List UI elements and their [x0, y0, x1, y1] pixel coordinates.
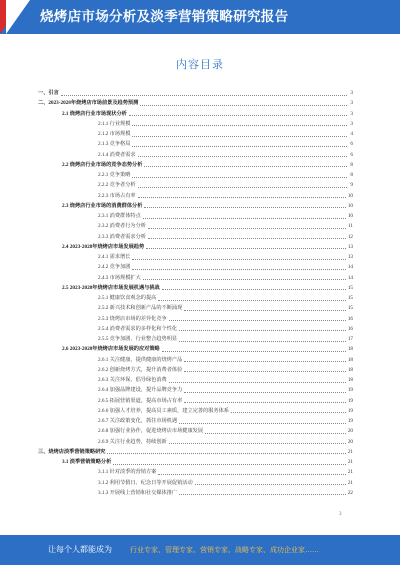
toc-entry-page: 13	[347, 254, 353, 260]
toc-entry-text: 2.1.4 消费者需求	[98, 151, 136, 158]
toc-entry-page: 15	[347, 284, 353, 291]
toc-entry-text: 2.4.2 竞争加剧	[98, 264, 131, 271]
dot-leader	[138, 156, 347, 157]
toc-entry-page: 6	[350, 151, 353, 158]
dot-leader	[132, 177, 347, 178]
toc-entry-page: 14	[347, 274, 353, 281]
toc-entry[interactable]	[98, 232, 353, 242]
toc-entry[interactable]	[98, 375, 353, 385]
toc-entry-text: 2.4.3 市场规模扩大	[98, 274, 141, 281]
toc-entry[interactable]	[98, 334, 353, 344]
toc-entry-page: 8	[350, 161, 353, 168]
dot-leader	[144, 207, 345, 208]
dot-leader	[146, 248, 346, 249]
toc-entry[interactable]	[98, 385, 353, 395]
toc-entry[interactable]	[98, 150, 353, 160]
toc-entry-text: 2.6.4 加强品牌建设，提升品牌竞争力	[98, 387, 183, 394]
dot-leader	[143, 279, 346, 280]
dot-leader	[113, 464, 346, 465]
toc-entry-page: 4	[350, 131, 353, 137]
toc-entry-text: 2.5.2 新兴技术和创新产品的不断涌现	[98, 305, 183, 312]
dot-leader	[140, 105, 347, 106]
toc-entry-page: 20	[347, 428, 353, 435]
toc-entry-text: 3.1.2 利用节假日、纪念日等开展促销活动	[98, 479, 193, 486]
toc-entry-page: 21	[347, 448, 353, 455]
dot-leader	[158, 474, 345, 475]
toc-entry[interactable]	[38, 98, 353, 108]
toc-entry-text: 2.2 烧烤店行业市场的竞争态势分析	[62, 161, 143, 168]
dot-leader	[169, 382, 346, 383]
dot-leader	[205, 433, 346, 434]
toc-entry[interactable]	[62, 283, 353, 293]
dot-leader	[132, 136, 347, 137]
toc-entry[interactable]	[98, 396, 353, 406]
dot-leader	[184, 361, 346, 362]
header-banner	[0, 0, 400, 34]
toc-entry-page: 9	[350, 182, 353, 189]
footer-slogan: 让每个人都能成为	[48, 545, 112, 554]
toc-entry-text: 2.3 烧烤店行业市场的消费群体分析	[62, 202, 143, 209]
toc-entry[interactable]	[98, 262, 353, 272]
toc-entry-text: 2.6.5 拓展营销渠道，提高市场占有率	[98, 397, 183, 404]
toc-entry-text: 2.5 2023-2028年烧烤店市场发展机遇与挑战	[62, 284, 160, 291]
dot-leader	[195, 484, 346, 485]
toc-entry-text: 2.6.2 创新烧烤方式，提升消费者体验	[98, 366, 183, 373]
toc-entry-page: 8	[350, 172, 353, 178]
toc-entry-text: 三、烧烤店淡季营销策略研究	[38, 448, 106, 455]
dot-leader	[184, 310, 346, 311]
toc-entry-page: 10	[347, 192, 353, 199]
toc-entry-text: 2.1.2 市场规模	[98, 131, 131, 137]
dot-leader	[132, 125, 347, 126]
toc-entry[interactable]	[98, 303, 353, 313]
toc-entry-page: 20	[347, 438, 353, 445]
toc-entry[interactable]	[38, 88, 353, 98]
toc-entry-text: 2.3.1 消费群体特点	[98, 213, 141, 219]
dot-leader	[138, 197, 346, 198]
toc-entry[interactable]	[98, 478, 353, 488]
dot-leader	[144, 166, 347, 167]
toc-entry[interactable]	[98, 406, 353, 416]
dot-leader	[169, 320, 346, 321]
dot-leader	[129, 115, 347, 116]
dot-leader	[132, 269, 345, 270]
toc-entry[interactable]	[62, 201, 353, 211]
toc-entry-text: 2.3.2 消费者行为分析	[98, 223, 146, 230]
dot-leader	[184, 392, 346, 393]
toc-entry[interactable]	[98, 355, 353, 365]
toc-entry[interactable]	[98, 221, 353, 231]
dot-leader	[148, 228, 346, 229]
toc-entry-page: 15	[347, 305, 353, 312]
toc-entry[interactable]	[98, 180, 353, 190]
dot-leader	[179, 494, 346, 495]
toc-entry[interactable]	[98, 273, 353, 283]
toc-entry-page: 18	[347, 356, 353, 363]
toc-entry[interactable]	[98, 314, 353, 324]
toc-entry[interactable]	[98, 467, 353, 477]
toc-entry[interactable]	[98, 416, 353, 426]
dot-leader	[162, 289, 346, 290]
toc-entry-text: 2.6.9 关注行业趋势，持续创新	[98, 438, 167, 445]
toc-entry[interactable]	[98, 437, 353, 447]
toc-entry-text: 2.5.1 健康饮食观念的提高	[98, 295, 157, 301]
toc-entry[interactable]	[62, 457, 353, 467]
toc-entry[interactable]	[38, 447, 353, 457]
dot-leader	[61, 95, 347, 96]
footer-expert-list: 行业专家、管理专家、营销专家、战略专家、成功企业家……	[130, 546, 319, 554]
toc-entry-text: 一、引言	[38, 90, 59, 96]
toc-entry[interactable]	[98, 211, 353, 221]
toc-entry-page: 18	[347, 346, 353, 353]
toc-entry-page: 19	[347, 387, 353, 394]
toc-entry-page: 3	[350, 90, 353, 96]
toc-entry-page: 15	[347, 295, 353, 301]
toc-entry-text: 2.6.1 关注健康，提供健康的烧烤产品	[98, 356, 183, 363]
toc-entry-text: 二、2023-2028年烧烤店市场前景及趋势预测	[38, 100, 139, 107]
toc-entry-text: 2.1 烧烤店行业市场现状分析	[62, 110, 127, 117]
toc-entry-page: 16	[347, 325, 353, 332]
dot-leader	[107, 453, 345, 454]
toc-entry-page: 6	[350, 141, 353, 148]
report-title: 烧烤店市场分析及淡季营销策略研究报告	[40, 9, 289, 25]
toc-entry[interactable]	[62, 344, 353, 354]
dot-leader	[179, 341, 346, 342]
toc-entry-text: 3.1.1 针对淡季的营销方案	[98, 469, 157, 476]
toc-entry[interactable]	[98, 191, 353, 201]
dot-leader	[162, 351, 346, 352]
toc-heading: 内容目录	[176, 58, 224, 71]
toc-entry[interactable]	[98, 119, 353, 129]
toc-entry-text: 2.6.6 加强人才培养，提高员工素质，建立完善的服务体系	[98, 407, 229, 414]
dot-leader	[148, 238, 346, 239]
dot-leader	[132, 259, 345, 260]
dot-leader	[184, 402, 346, 403]
toc-entry-text: 2.4 2023-2028年烧烤店市场发展趋势	[62, 243, 145, 250]
toc-entry[interactable]	[98, 293, 353, 303]
toc-entry[interactable]	[98, 365, 353, 375]
toc-entry-page: 14	[347, 264, 353, 271]
toc-entry-page: 19	[347, 397, 353, 404]
toc-entry-text: 2.2.2 竞争者分析	[98, 182, 136, 189]
toc-entry-text: 2.5.4 消费者需求的多样化和个性化	[98, 325, 178, 332]
page-number: 3	[339, 512, 342, 517]
toc-entry-page: 21	[347, 469, 353, 476]
toc-entry-page: 18	[347, 366, 353, 373]
toc-entry-text: 2.5.5 竞争加剧，行业整合趋势明显	[98, 336, 178, 342]
toc-entry-text: 2.5.3 烧烤店市场的差异化竞争	[98, 315, 167, 322]
dot-leader	[184, 371, 346, 372]
toc-entry[interactable]	[98, 488, 353, 498]
toc-entry-text: 3.1.3 开展线上营销和社交媒体推广	[98, 489, 178, 496]
toc-entry-text: 2.1.3 竞争格局	[98, 141, 131, 148]
dot-leader	[158, 300, 345, 301]
toc-entry[interactable]	[98, 129, 353, 139]
toc-entry-page: 12	[347, 233, 353, 240]
toc-entry[interactable]	[98, 139, 353, 149]
toc-entry-page: 18	[347, 377, 353, 383]
toc-entry-page: 3	[350, 100, 353, 107]
toc-entry-page: 3	[350, 110, 353, 117]
toc-entry[interactable]	[98, 426, 353, 436]
toc-entry-text: 2.3.3 消费者需求分析	[98, 233, 146, 240]
toc-entry-text: 2.6.7 关注政策变化，抓住市场机遇	[98, 418, 178, 424]
toc-entry-page: 17	[347, 336, 353, 342]
toc-entry-page: 19	[347, 418, 353, 424]
toc-entry[interactable]	[98, 170, 353, 180]
dot-leader	[132, 146, 347, 147]
dot-leader	[143, 218, 346, 219]
toc-entry-page: 21	[347, 459, 353, 465]
toc-entry-page: 19	[347, 407, 353, 414]
toc-entry-text: 2.6 2023-2028年烧烤店市场发展的应对策略	[62, 346, 160, 353]
toc-entry-text: 2.4.1 需求增长	[98, 254, 131, 260]
toc-entry-text: 2.2.3 市场占有率	[98, 192, 136, 199]
toc-entry-page: 22	[347, 489, 353, 496]
toc-entry[interactable]	[98, 252, 353, 262]
white-corner-shape	[6, 0, 30, 34]
toc-entry[interactable]	[62, 109, 353, 119]
toc-entry-page: 13	[347, 243, 353, 250]
dot-leader	[179, 330, 346, 331]
toc-entry-page: 11	[348, 223, 353, 230]
toc-entry[interactable]	[62, 242, 353, 252]
footer-banner	[0, 535, 400, 565]
toc-entry-page: 21	[347, 479, 353, 486]
toc-entry[interactable]	[98, 324, 353, 334]
toc-entry-text: 2.2.1 竞争策略	[98, 172, 131, 178]
toc-entry-text: 2.6.8 加强行业协作，促进烧烤店市场健康发展	[98, 428, 204, 435]
toc-entry[interactable]	[62, 160, 353, 170]
dot-leader	[179, 423, 346, 424]
toc-entry-page: 16	[347, 315, 353, 322]
toc-entry-page: 10	[347, 213, 353, 219]
toc-entry-text: 2.6.3 关注环保，倡导绿色消费	[98, 377, 167, 383]
dot-leader	[231, 412, 346, 413]
dot-leader	[169, 443, 346, 444]
dot-leader	[138, 187, 347, 188]
toc-entry-text: 3.1 淡季营销策略分析	[62, 459, 112, 465]
toc-entry-page: 10	[347, 202, 353, 209]
toc-entry-text: 2.1.1 行业规模	[98, 120, 131, 127]
toc-entry-page: 3	[350, 120, 353, 127]
